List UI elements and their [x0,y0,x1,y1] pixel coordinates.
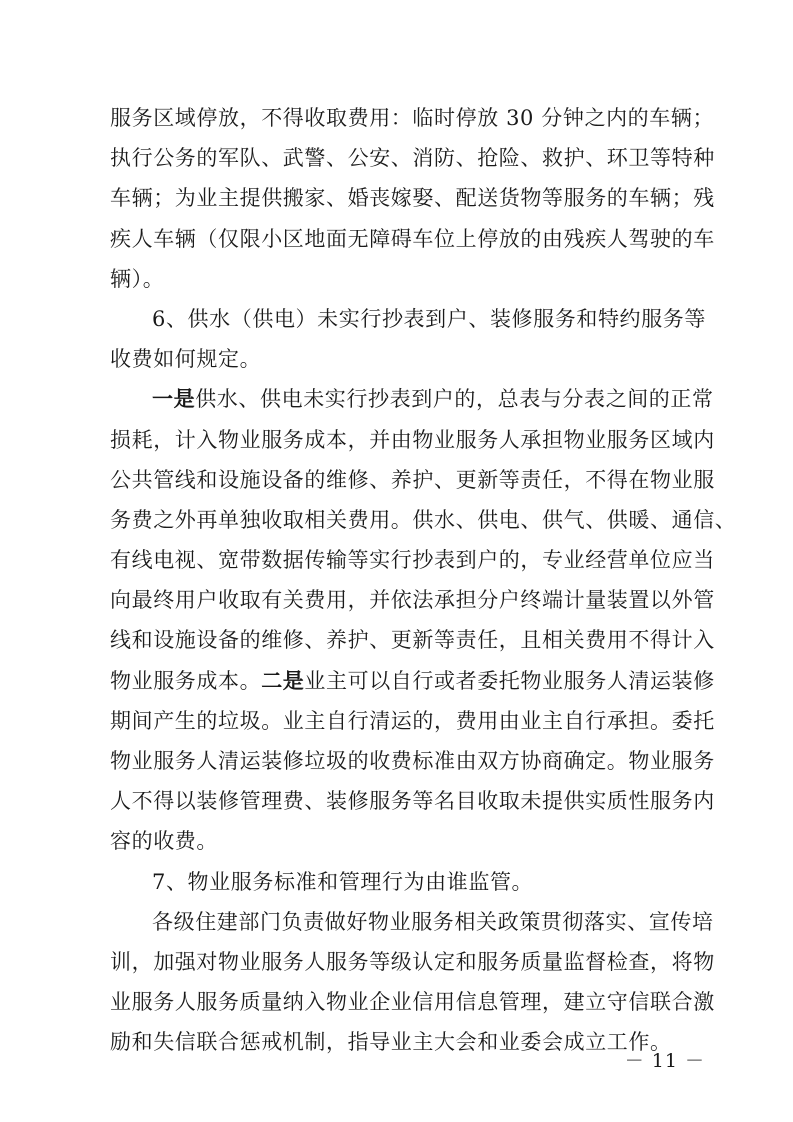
text-line: 各级住建部门负责做好物业服务相关政策贯彻落实、宣传培 [152,909,714,934]
text-line: 服务区域停放，不得收取费用：临时停放 30 分钟之内的车辆； [110,106,715,130]
text-line: 励和失信联合惩戒机制，指导业主大会和业委会成立工作。 [110,1030,672,1055]
text-line: 容的收费。 [110,829,218,854]
document-body [110,98,737,1063]
text-line: 物业服务人清运装修垃圾的收费标准由双方协商确定。物业服务 [110,749,715,773]
text-line: 辆）。 [110,266,165,291]
text-line: 有线电视、宽带数据传输等实行抄表到户的，专业经营单位应当 [110,548,715,573]
text-segment: 物业服务成本。 [110,668,262,693]
section-heading-7: 7、物业服务标准和管理行为由谁监管。 [152,869,534,894]
text-line: 疾人车辆（仅限小区地面无障碍车位上停放的由残疾人驾驶的车 [110,226,715,251]
section-heading-6: 6、供水（供电）未实行抄表到户、装修服务和特约服务等 [152,306,706,331]
emphasis-first: 一是 [152,386,196,412]
text-line: 损耗，计入物业服务成本，并由物业服务人承担物业服务区域内 [110,427,715,452]
text-segment: 业主可以自行或者委托物业服务人清运装修 [304,668,715,693]
text-line: 收费如何规定。 [110,347,262,372]
text-line: 公共管线和设施设备的维修、养护、更新等责任，不得在物业服 [110,467,715,492]
text-line: 业服务人服务质量纳入物业企业信用信息管理，建立守信联合激 [110,990,715,1015]
emphasis-second: 二是 [261,667,305,693]
text-line: 车辆；为业主提供搬家、婚丧嫁娶、配送货物等服务的车辆；残 [110,186,715,211]
text-segment: 供水、供电未实行抄表到户的，总表与分表之间的正常 [195,387,714,412]
text-line [110,379,714,419]
text-line: 线和设施设备的维修、养护、更新等责任，且相关费用不得计入 [110,628,715,653]
text-line: 向最终用户收取有关费用，并依法承担分户终端计量装置以外管 [110,588,715,613]
text-line: 期间产生的垃圾。业主自行清运的，费用由业主自行承担。委托 [110,708,715,733]
text-line: 务费之外再单独收取相关费用。供水、供电、供气、供暖、通信、 [110,507,737,532]
text-line: 人不得以装修管理费、装修服务等名目收取未提供实质性服务内 [110,789,715,814]
text-line [110,661,715,701]
page-number: － 11 － [624,1050,705,1072]
text-line: 执行公务的军队、武警、公安、消防、抢险、救护、环卫等特种 [110,146,715,171]
text-line: 训，加强对物业服务人服务等级认定和服务质量监督检查，将物 [110,949,715,974]
